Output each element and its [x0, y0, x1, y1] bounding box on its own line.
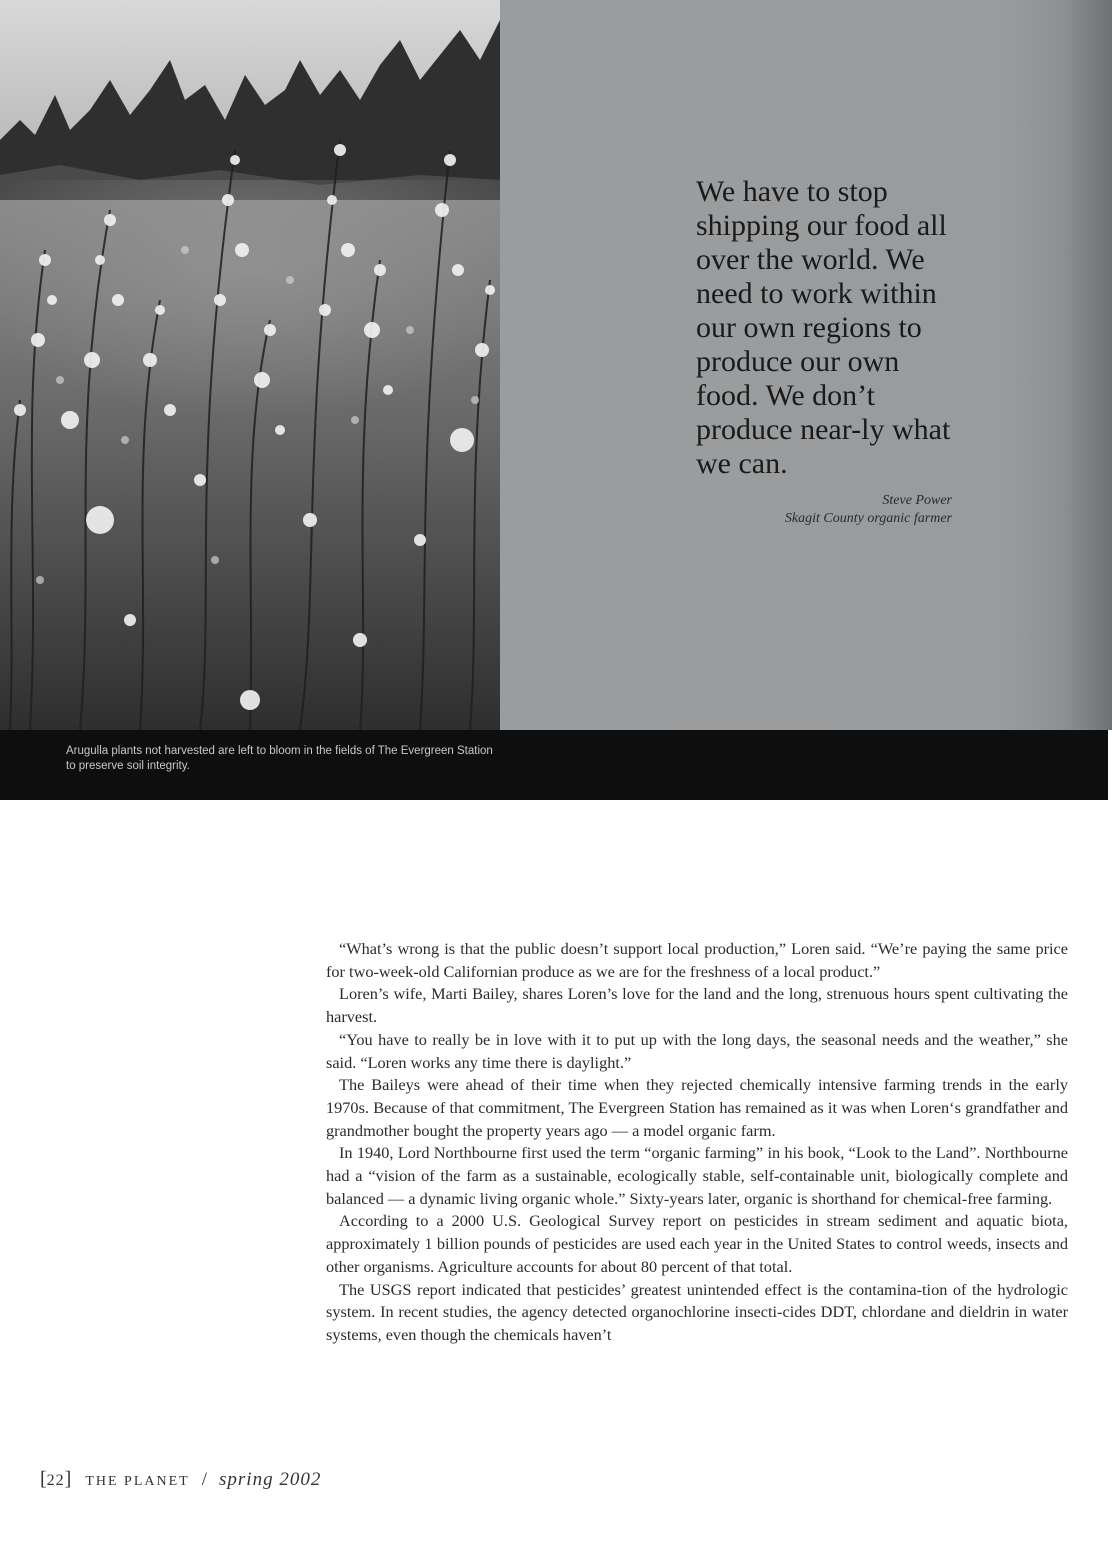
pull-quote-text: We have to stop shipping our food all over the world. We need to work within our own regions to produce our own food. We don’t produce near-ly what we can.: [696, 175, 951, 480]
photo-caption: Arugulla plants not harvested are left to bloom in the fields of The Evergreen Station to preserve soil integrity.: [66, 745, 493, 772]
footer-close-bracket: ]: [64, 1468, 72, 1490]
article-paragraph: “What’s wrong is that the public doesn’t support local production,” Loren said. “We’re paying the same price for two-week-old Californian produce as we are for the freshness of a local product.”: [326, 939, 1068, 981]
magazine-name: THE PLANET: [85, 1474, 190, 1489]
article-paragraph: In 1940, Lord Northbourne first used the term “organic farming” in his book, “Look to the Land”. Northbourne had a “vision of the farm as a sustainable, ecologically stable, self-containable unit, biologically complete and balanced — a dynamic living organic whole.” Sixty-years later, organic is shorthand for chemical-free farming.: [326, 1143, 1068, 1208]
article-paragraph: According to a 2000 U.S. Geological Survey report on pesticides in stream sediment and aquatic biota, approximately 1 billion pounds of pesticides are used each year in the United States to control weeds, insects and other organisms. Agriculture accounts for about 80 percent of that total.: [326, 1211, 1068, 1276]
photo-caption-bar: [0, 730, 1108, 800]
issue-name: spring 2002: [219, 1469, 322, 1490]
attribution-title: Skagit County organic farmer: [784, 511, 952, 526]
page-footer: [40, 1468, 321, 1498]
article-paragraph: Loren’s wife, Marti Bailey, shares Loren’s love for the land and the long, strenuous hours spent cultivating the harvest.: [326, 984, 1068, 1027]
photo-illustration: [0, 0, 500, 730]
article-body: [326, 938, 1068, 1347]
footer-slash: /: [201, 1469, 208, 1490]
article-paragraph: The USGS report indicated that pesticides’ greatest unintended effect is the contamina-tion of the hydrologic system. In recent studies, the agency detected organochlorine insecti-cides DDT, chlordane and dieldrin in water systems, even though the chemicals haven’t: [326, 1279, 1068, 1344]
attribution-name: Steve Power: [882, 493, 952, 508]
pull-quote-panel: [500, 0, 1112, 730]
footer-open-bracket: [: [40, 1468, 47, 1490]
page-number: 22: [46, 1472, 65, 1489]
article-paragraph: The Baileys were ahead of their time when they rejected chemically intensive farming trends in the early 1970s. Because of that commitment, The Evergreen Station has remained as it was when Loren‘s grandfather and grandmother bought the property years ago — a model organic farm.: [326, 1075, 1068, 1140]
arugula-field-photo: [0, 0, 500, 730]
article-paragraph: “You have to really be in love with it to put up with the long days, the seasonal needs and the weather,” she said. “Loren works any time there is daylight.”: [326, 1029, 1068, 1072]
quote-attribution: [696, 492, 952, 528]
